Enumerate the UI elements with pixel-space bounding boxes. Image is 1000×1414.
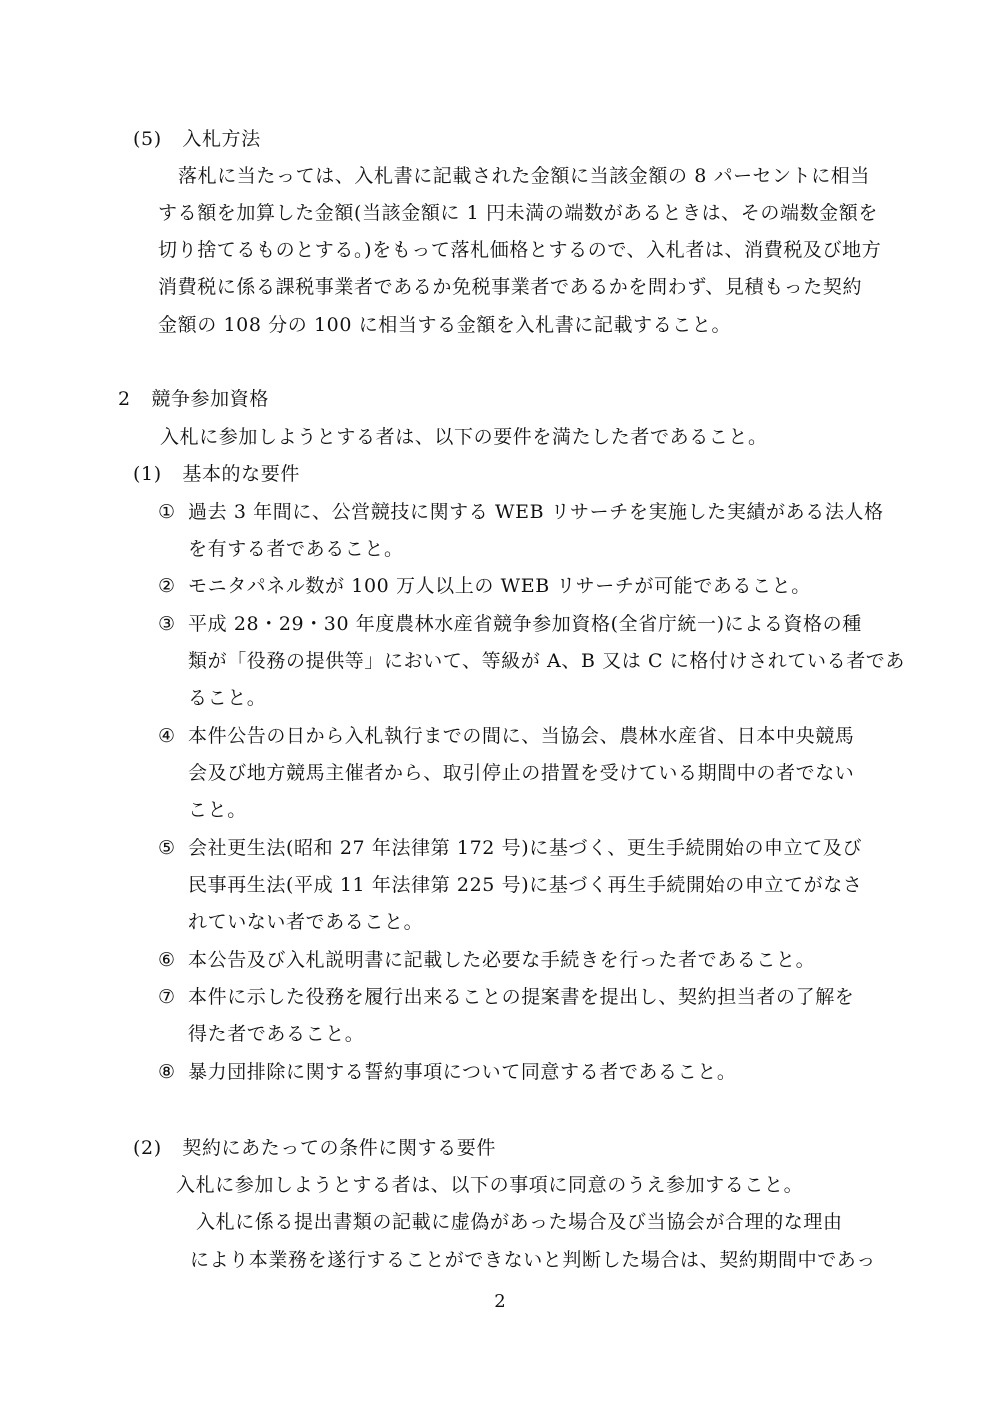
section-2-title: 競争参加資格 — [151, 388, 269, 410]
item-marker: ③ — [158, 613, 176, 635]
subsection-2-title: 契約にあたっての条件に関する要件 — [182, 1137, 496, 1159]
page-number: 2 — [494, 1291, 506, 1312]
item-marker: ⑧ — [158, 1061, 176, 1083]
item-marker: ⑦ — [158, 986, 176, 1008]
item-line: れていない者であること。 — [188, 911, 424, 933]
subsection-2-intro: 入札に参加しようとする者は、以下の事項に同意のうえ参加すること。 — [176, 1174, 804, 1196]
subsection-1-title: 基本的な要件 — [182, 463, 300, 485]
section-2-intro: 入札に参加しようとする者は、以下の要件を満たした者であること。 — [160, 426, 768, 448]
item-line: 暴力団排除に関する誓約事項について同意する者であること。 — [188, 1061, 737, 1083]
item-line: 民事再生法(平成 11 年法律第 225 号)に基づく再生手続開始の申立てがなさ — [188, 874, 863, 896]
subsection-1-number: (1) — [133, 463, 162, 485]
item-marker: ① — [158, 501, 176, 523]
section-5-title: 入札方法 — [182, 128, 261, 150]
item-line: 平成 28・29・30 年度農林水産省競争参加資格(全省庁統一)による資格の種 — [188, 613, 862, 635]
item-marker: ④ — [158, 725, 176, 747]
subsection-2-number: (2) — [133, 1137, 162, 1159]
item-line: 類が「役務の提供等」において、等級が A、B 又は C に格付けされている者であ — [188, 650, 906, 672]
item-line: モニタパネル数が 100 万人以上の WEB リサーチが可能であること。 — [188, 575, 811, 597]
item-line: 本件公告の日から入札執行までの間に、当協会、農林水産省、日本中央競馬 — [188, 725, 855, 747]
item-line: こと。 — [188, 799, 247, 821]
item-line: ること。 — [188, 687, 267, 709]
item-marker: ⑥ — [158, 949, 176, 971]
paragraph-line: 切り捨てるものとする。)をもって落札価格とするので、入札者は、消費税及び地方 — [158, 239, 882, 261]
item-line: 本件に示した役務を履行出来ることの提案書を提出し、契約担当者の了解を — [188, 986, 855, 1008]
item-line: 得た者であること。 — [188, 1023, 365, 1045]
item-marker: ⑤ — [158, 837, 176, 859]
paragraph-line: する額を加算した金額(当該金額に 1 円未満の端数があるときは、その端数金額を — [158, 202, 878, 224]
paragraph-line: 入札に係る提出書類の記載に虚偽があった場合及び当協会が合理的な理由 — [196, 1211, 843, 1233]
item-line: を有する者であること。 — [188, 538, 404, 560]
subsection-1-heading — [133, 462, 300, 486]
item-line: 本公告及び入札説明書に記載した必要な手続きを行った者であること。 — [188, 949, 816, 971]
section-2-number: 2 — [118, 388, 131, 410]
section-5-heading — [133, 127, 261, 151]
paragraph-line: 落札に当たっては、入札書に記載された金額に当該金額の 8 パーセントに相当 — [178, 165, 870, 187]
paragraph-line: により本業務を遂行することができないと判断した場合は、契約期間中であっ — [190, 1249, 876, 1271]
paragraph-line: 金額の 108 分の 100 に相当する金額を入札書に記載すること。 — [158, 314, 732, 336]
section-5-number: (5) — [133, 128, 162, 150]
paragraph-line: 消費税に係る課税事業者であるか免税事業者であるかを問わず、見積もった契約 — [158, 276, 863, 298]
section-2-heading — [118, 387, 269, 411]
subsection-2-heading — [133, 1136, 496, 1160]
item-line: 会及び地方競馬主催者から、取引停止の措置を受けている期間中の者でない — [188, 762, 855, 784]
item-line: 会社更生法(昭和 27 年法律第 172 号)に基づく、更生手続開始の申立て及び — [188, 837, 863, 859]
item-line: 過去 3 年間に、公営競技に関する WEB リサーチを実施した実績がある法人格 — [188, 501, 884, 523]
item-marker: ② — [158, 575, 176, 597]
